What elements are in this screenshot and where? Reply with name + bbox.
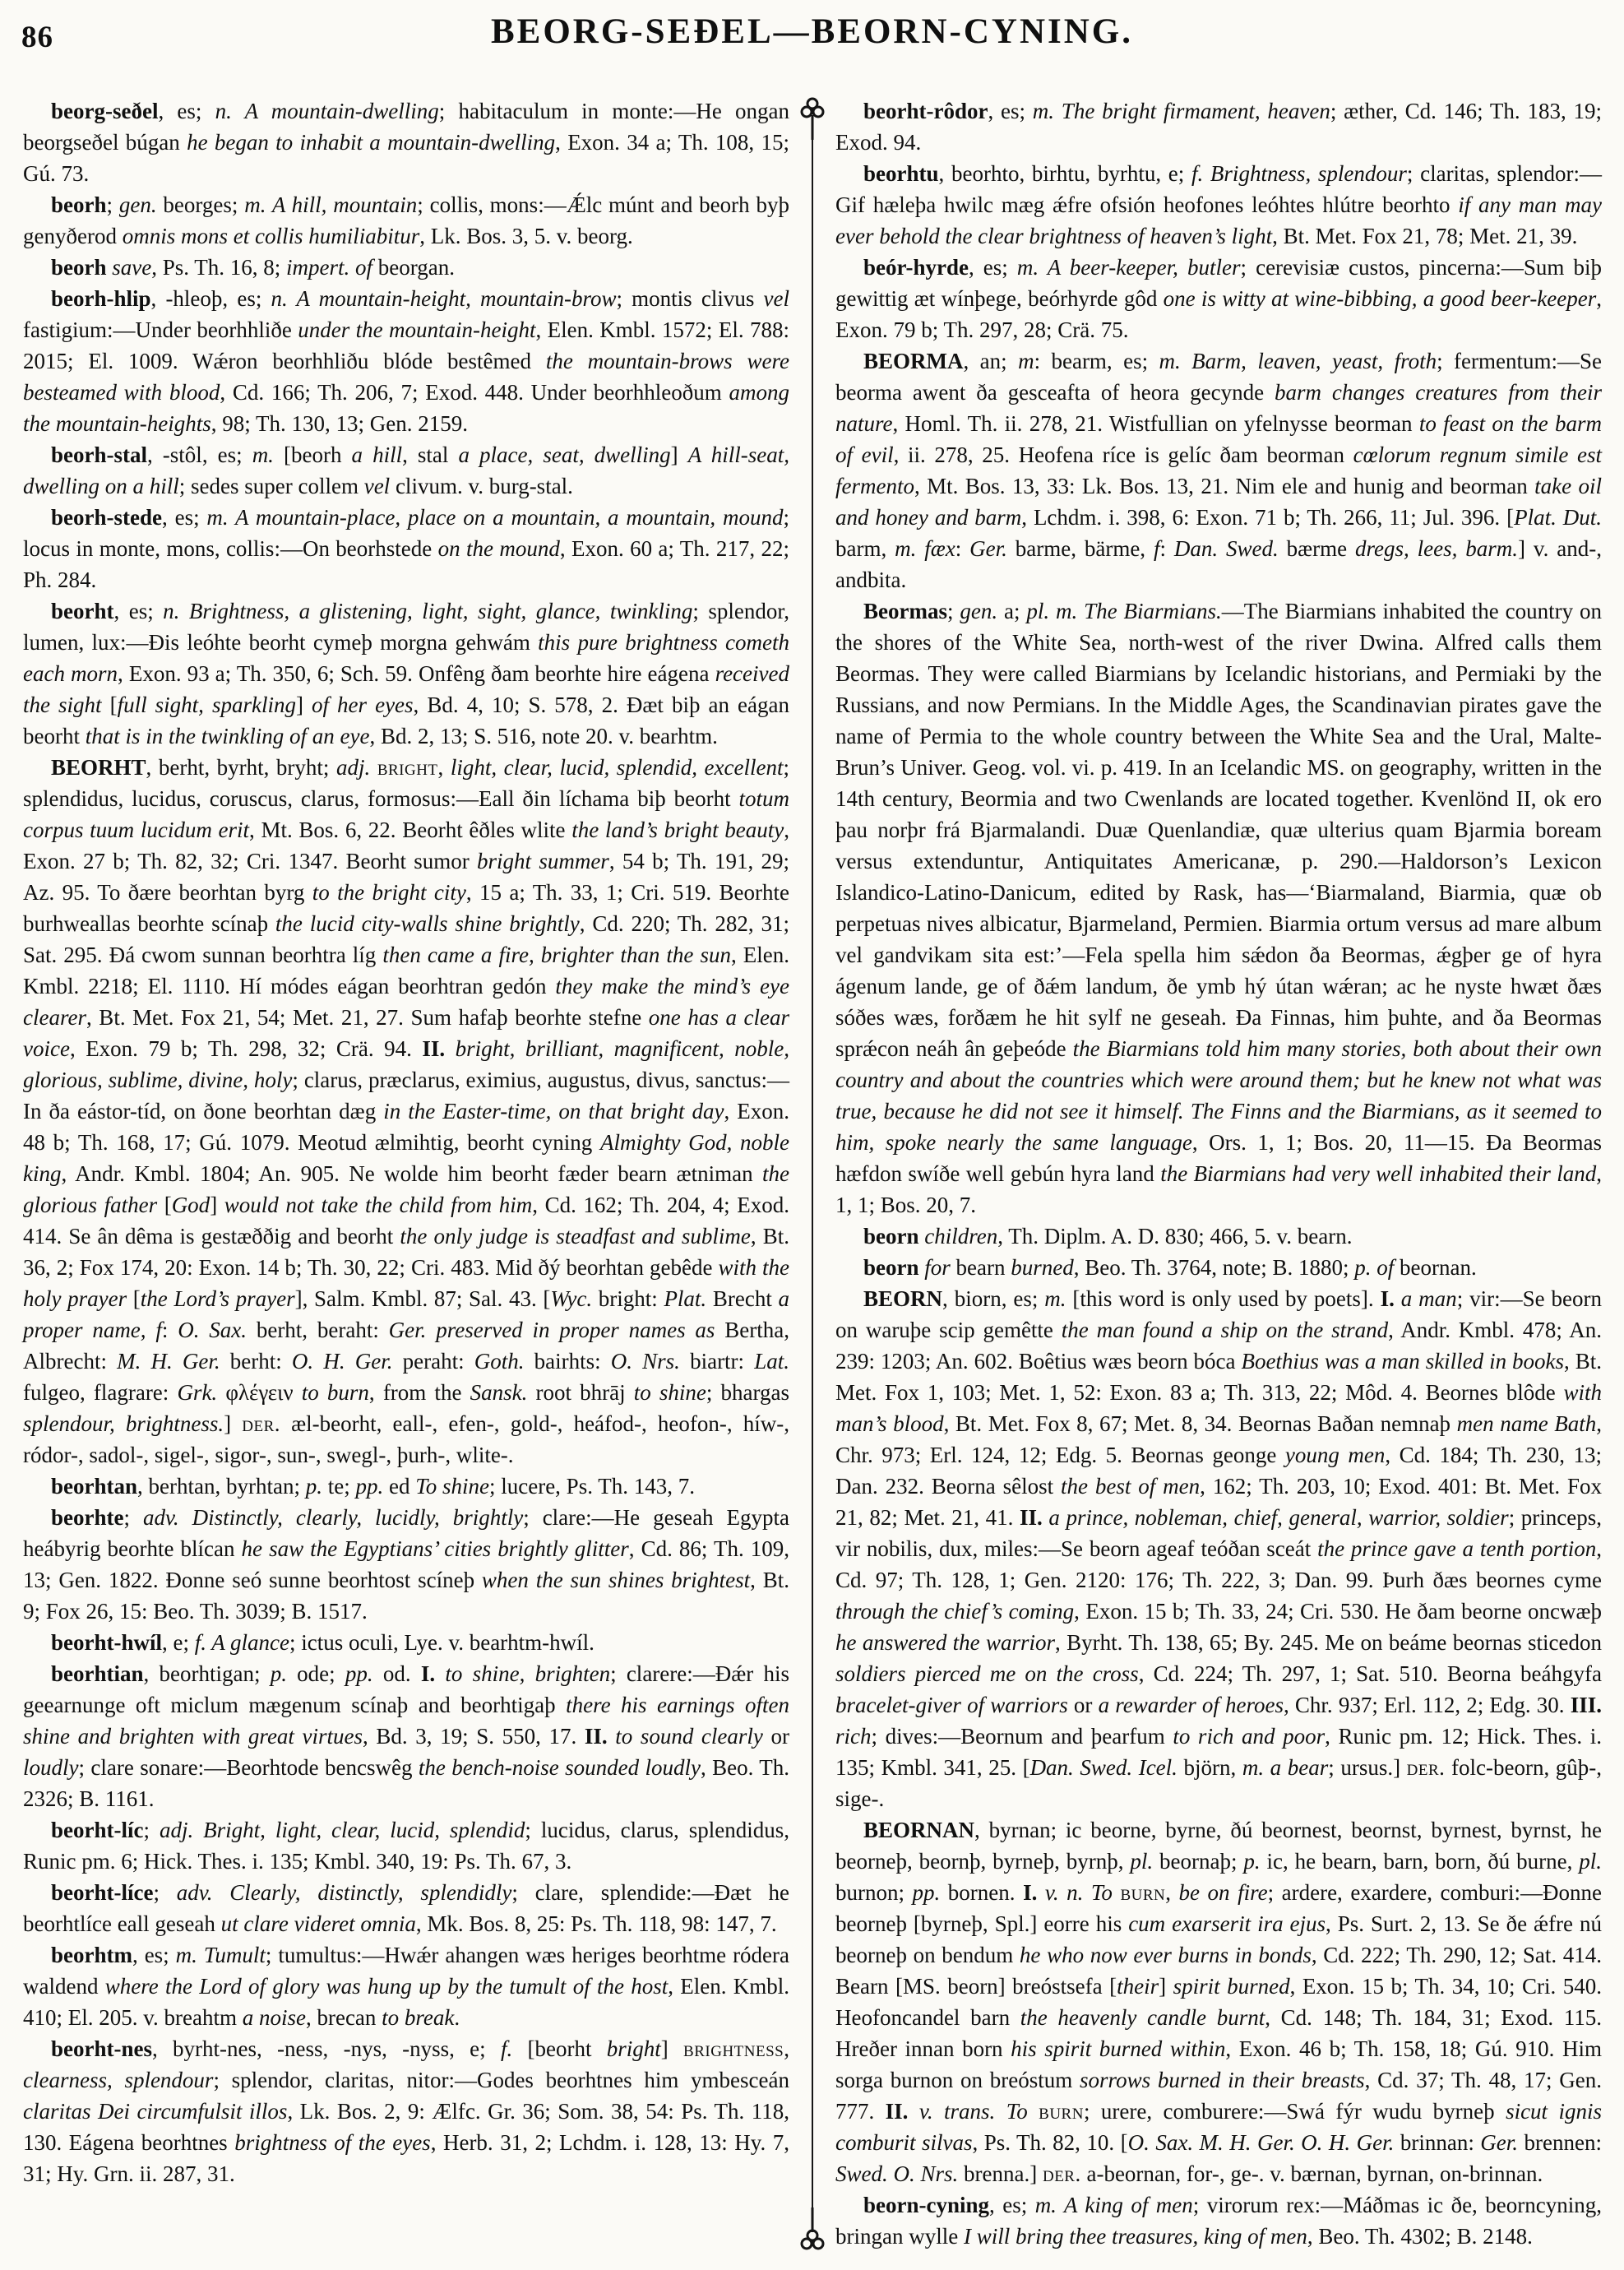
- dictionary-entry: beorh-stede, es; m. A mountain-place, place on a mountain, a mountain, mound; locus in monte, mons, collis:—On beorhstede on the mound, Exon. 60 a; Th. 217, 22; Ph. 284.: [23, 505, 790, 592]
- dictionary-entry: beorht-líce; adv. Clearly, distinctly, splendidly; clare, splendide:—Ðæt he beorhtlíce eall geseah ut clare videret omnia, Mk. Bos. 8, 25: Ps. Th. 118, 98: 147, 7.: [23, 1880, 789, 1936]
- dictionary-entry: beorhtm, es; m. Tumult; tumultus:—Hwǽr ahangen wæs heriges beorhtme ródera waldend where the Lord of glory was hung up by the tumult of the host, Elen. Kmbl. 410; El. 205. v. breahtm a noise, brecan to break.: [23, 1943, 790, 2030]
- dictionary-entry: beorh-hlip, -hleoþ, es; n. A mountain-height, mountain-brow; montis clivus vel fastigium:—Under beorhhliðe under the mountain-height, Elen. Kmbl. 1572; El. 788: 2015; El. 1009. Wǽron beorhhliðu blóde bestêmed the mountain-brows were besteamed with blood, Cd. 166; Th. 206, 7; Exod. 448. Under beorhhleoðum among the mountain-heights, 98; Th. 130, 13; Gen. 2159.: [23, 286, 789, 436]
- dictionary-entry: beorht, es; n. Brightness, a glistening, light, sight, glance, twinkling; splendor, lumen, lux:—Ðis leóhte beorht cymeþ morgna gehwám this pure brightness cometh each morn, Exon. 93 a; Th. 350, 6; Sch. 59. Onfêng ðam beorhte hire eágena received the sight [full sight, sparkling] of her eyes, Bd. 4, 10; S. 578, 2. Ðæt biþ an eágan beorht that is in the twinkling of an eye, Bd. 2, 13; S. 516, note 20. v. bearhtm.: [23, 599, 790, 748]
- column-left: [23, 95, 789, 2252]
- dictionary-entry: beór-hyrde, es; m. A beer-keeper, butler; cerevisiæ custos, pincerna:—Sum biþ gewittig æt wínþege, beórhyrde gôd one is witty at wine-bibbing, a good beer-keeper, Exon. 79 b; Th. 297, 28; Crä. 75.: [835, 255, 1602, 342]
- column-right: [835, 95, 1602, 2252]
- page-header: [0, 12, 1624, 69]
- dictionary-entry: BEORN, biorn, es; m. [this word is only used by poets]. I. a man; vir:—Se beorn on waruþe scip gemêtte the man found a ship on the strand, Andr. Kmbl. 478; An. 239: 1203; An. 602. Boêtius wæs beorn bóca Boethius was a man skilled in books, Bt. Met. Fox 1, 103; Met. 1, 52: Exon. 83 a; Th. 313, 22; Môd. 4. Beornes blôde with man’s blood, Bt. Met. Fox 8, 67; Met. 8, 34. Beornas Baðan nemnaþ men name Bath, Chr. 973; Erl. 124, 12; Edg. 5. Beornas geonge young men, Cd. 184; Th. 230, 13; Dan. 232. Beorna sêlost the best of men, 162; Th. 203, 10; Exod. 401: Bt. Met. Fox 21, 82; Met. 21, 41. II. a prince, nobleman, chief, general, warrior, soldier; princeps, vir nobilis, dux, miles:—Se beorn ageaf teóðan sceát the prince gave a tenth portion, Cd. 97; Th. 128, 1; Gen. 2120: 176; Th. 222, 3; Dan. 99. Þurh ðæs beornes cyme through the chief’s coming, Exon. 15 b; Th. 33, 24; Cri. 530. He ðam beorne oncwæþ he answered the warrior, Byrht. Th. 138, 65; By. 245. Me on beáme beornas sticedon soldiers pierced me on the cross, Cd. 224; Th. 297, 1; Sat. 510. Beorna beáhgyfa bracelet-giver of warriors or a rewarder of heroes, Chr. 937; Erl. 112, 2; Edg. 30. III. rich; dives:—Beornum and þearfum to rich and poor, Runic pm. 12; Hick. Thes. i. 135; Kmbl. 341, 25. [Dan. Swed. Icel. björn, m. a bear; ursus.] der. folc-beorn, gûþ-, sige-.: [835, 1286, 1603, 1811]
- dictionary-entry: beorht-rôdor, es; m. The bright firmament, heaven; æther, Cd. 146; Th. 183, 19; Exod. 94.: [835, 99, 1602, 155]
- dictionary-entry: beorht-líc; adj. Bright, light, clear, lucid, splendid; lucidus, clarus, splendidus, Runic pm. 6; Hick. Thes. i. 135; Kmbl. 340, 19: Ps. Th. 67, 3.: [23, 1818, 789, 1874]
- page-title: BEORG-SEÐEL—BEORN-CYNING.: [490, 12, 1133, 51]
- dictionary-entry: beorht-hwíl, e; f. A glance; ictus oculi, Lye. v. bearhtm-hwíl.: [51, 1630, 595, 1655]
- dictionary-entry: beorh save, Ps. Th. 16, 8; impert. of beorgan.: [51, 255, 455, 280]
- dictionary-entry: beorn children, Th. Diplm. A. D. 830; 466, 5. v. bearn.: [863, 1224, 1353, 1248]
- dictionary-entry: beorht-nes, byrht-nes, -ness, -nys, -nyss, e; f. [beorht bright] brightness, clearness, splendour; splendor, claritas, nitor:—Godes beorhtnes him ymbesceán claritas Dei circumfulsit illos, Lk. Bos. 2, 9: Ælfc. Gr. 36; Som. 38, 54: Ps. Th. 118, 130. Eágena beorhtnes brightness of the eyes, Herb. 31, 2; Lchdm. i. 128, 13: Hy. 7, 31; Hy. Grn. ii. 287, 31.: [23, 2036, 789, 2186]
- dictionary-entry: beorg-seðel, es; n. A mountain-dwelling; habitaculum in monte:—He ongan beorgseðel búgan he began to inhabit a mountain-dwelling, Exon. 34 a; Th. 108, 15; Gú. 73.: [23, 99, 790, 186]
- page-number: 86: [21, 21, 53, 54]
- dictionary-page-body: [23, 95, 1602, 2252]
- dictionary-entry: BEORMA, an; m: bearm, es; m. Barm, leaven, yeast, froth; fermentum:—Se beorma awent ða gesceafta of heora gecynde barm changes creatures from their nature, Homl. Th. ii. 278, 21. Wistfullian on yfelnysse beorman to feast on the barm of evil, ii. 278, 25. Heofena ríce is gelíc ðam beorman cœlorum regnum simile est fermento, Mt. Bos. 13, 33: Lk. Bos. 13, 21. Nim ele and hunig and beorman take oil and honey and barm, Lchdm. i. 398, 6: Exon. 71 b; Th. 266, 11; Jul. 396. [Plat. Dut. barm, m. fæx: Ger. barme, bärme, f: Dan. Swed. bærme dregs, lees, barm.] v. and-, andbita.: [835, 349, 1603, 592]
- dictionary-entry: beorh-stal, -stôl, es; m. [beorh a hill, stal a place, seat, dwelling] A hill-seat, dwelling on a hill; sedes super collem vel clivum. v. burg-stal.: [23, 442, 790, 498]
- dictionary-entry: beorn-cyning, es; m. A king of men; virorum rex:—Máðmas ic ðe, beorncyning, bringan wylle I will bring thee treasures, king of men, Beo. Th. 4302; B. 2148.: [835, 2193, 1602, 2249]
- dictionary-entry: beorhtu, beorhto, birhtu, byrhtu, e; f. Brightness, splendour; claritas, splendor:—Gif hæleþa hwilc mæg ǽfre ofsión heofones leóhtes hlútre beorhto if any man may ever behold the clear brightness of heaven’s light, Bt. Met. Fox 21, 78; Met. 21, 39.: [835, 161, 1603, 248]
- dictionary-entry: beorh; gen. beorges; m. A hill, mountain; collis, mons:—Ǽlc múnt and beorh byþ genyðerod omnis mons et collis humiliabitur, Lk. Bos. 3, 5. v. beorg.: [23, 192, 789, 248]
- dictionary-entry: beorn for bearn burned, Beo. Th. 3764, note; B. 1880; p. of beornan.: [863, 1255, 1477, 1280]
- dictionary-entry: Beormas; gen. a; pl. m. The Biarmians.—The Biarmians inhabited the country on the shores of the White Sea, north-west of the river Dwina. Alfred calls them Beormas. They were called Biarmians by Icelandic historians, and Permiaki by the Russians, and now Permians. In the Middle Ages, the Scandinavian pirates gave the name of Permia to the whole country between the White Sea and the Ural, Malte-Brun’s Univer. Geog. vol. vi. p. 419. In an Icelandic MS. on geography, written in the 14th century, Beormia and two Cwenlands are located together. Kvenlönd II, ok ero þau norþr frá Bjarmalandi. Duæ Quenlandiæ, quæ ulterius quam Bjarmia boream versus extenduntur, Antiquitates Americanæ, p. 290.—Haldorson’s Lexicon Islandico-Latino-Danicum, edited by Rask, has—‘Biarmaland, Biarmia, quæ ob perpetuas nives albicatur, Bjarmeland, Permien. Biarmia ortum versus ad mare album vel gandvikam sita est:’—Fela spella him sǽdon ða Beormas, ǽgþer ge of hyra ágenum lande, ge of ðǽm landum, ðe ymb hý útan wǽran; ac he nyste hwæt ðæs sóðes wæs, forðæm he hit sylf ne geseah. Ða Finnas, him þuhte, and ða Beormas sprǽcon neáh ân geþeóde the Biarmians told him many stories, both about their own country and about the countries which were around them; but he knew not what was true, because he did not see it himself. The Finns and the Biarmians, as it seemed to him, spoke nearly the same language, Ors. 1, 1; Bos. 20, 11—15. Ða Beormas hæfdon swíðe well gebún hyra land the Biarmians had very well inhabited their land, 1, 1; Bos. 20, 7.: [835, 599, 1603, 1217]
- dictionary-entry: beorhtian, beorhtigan; p. ode; pp. od. I. to shine, brighten; clarere:—Ðǽr his geearnunge oft miclum mægenum scínaþ and beorhtigaþ there his earnings often shine and brighten with great virtues, Bd. 3, 19; S. 550, 17. II. to sound clearly or loudly; clare sonare:—Beorhtode bencswêg the bench-noise sounded loudly, Beo. Th. 2326; B. 1161.: [23, 1661, 789, 1811]
- dictionary-entry: BEORNAN, byrnan; ic beorne, byrne, ðú beornest, beornst, byrnest, byrnst, he beorneþ, beornþ, byrneþ, byrnþ, pl. beornaþ; p. ic, he bearn, barn, born, ðú burne, pl. burnon; pp. bornen. I. v. n. To burn, be on fire; ardere, exardere, comburi:—Ðonne beorneþ [byrneþ, Spl.] eorre his cum exarserit ira ejus, Ps. Surt. 2, 13. Se ðe ǽfre nú beorneþ on bendum he who now ever burns in bonds, Cd. 222; Th. 290, 12; Sat. 414. Bearn [MS. beorn] breóstsefa [their] spirit burned, Exon. 15 b; Th. 34, 10; Cri. 540. Heofoncandel barn the heavenly candle burnt, Cd. 148; Th. 184, 31; Exod. 115. Hreðer innan born his spirit burned within, Exon. 46 b; Th. 158, 18; Gú. 910. Him sorga burnon on breóstum sorrows burned in their breasts, Cd. 37; Th. 48, 17; Gen. 777. II. v. trans. To burn; urere, comburere:—Swá fýr wudu byrneþ sicut ignis comburit silvas, Ps. Th. 82, 10. [O. Sax. M. H. Ger. O. H. Ger. brinnan: Ger. brennen: Swed. O. Nrs. brenna.] der. a-beornan, for-, ge-. v. bærnan, byrnan, on-brinnan.: [835, 1818, 1603, 2186]
- dictionary-entry: beorhtan, berhtan, byrhtan; p. te; pp. ed To shine; lucere, Ps. Th. 143, 7.: [51, 1474, 695, 1499]
- dictionary-entry: beorhte; adv. Distinctly, clearly, lucidly, brightly; clare:—He geseah Egypta heábyrig beorhte blícan he saw the Egyptians’ cities brightly glitter, Cd. 86; Th. 109, 13; Gen. 1822. Ðonne seó sunne beorhtost scíneþ when the sun shines brightest, Bt. 9; Fox 26, 15: Beo. Th. 3039; B. 1517.: [23, 1505, 789, 1624]
- dictionary-entry: BEORHT, berht, byrht, bryht; adj. bright, light, clear, lucid, splendid, excellent; splendidus, lucidus, coruscus, clarus, formosus:—Eall ðin líchama biþ beorht totum corpus tuum lucidum erit, Mt. Bos. 6, 22. Beorht êðles wlite the land’s bright beauty, Exon. 27 b; Th. 82, 32; Cri. 1347. Beorht sumor bright summer, 54 b; Th. 191, 29; Az. 95. To ðære beorhtan byrg to the bright city, 15 a; Th. 33, 1; Cri. 519. Beorhte burhweallas beorhte scínaþ the lucid city-walls shine brightly, Cd. 220; Th. 282, 31; Sat. 295. Ðá cwom sunnan beorhtra líg then came a fire, brighter than the sun, Elen. Kmbl. 2218; El. 1110. Hí módes eágan beorhtran gedón they make the mind’s eye clearer, Bt. Met. Fox 21, 54; Met. 21, 27. Sum hafaþ beorhte stefne one has a clear voice, Exon. 79 b; Th. 298, 32; Crä. 94. II. bright, brilliant, magnificent, noble, glorious, sublime, divine, holy; clarus, præclarus, eximius, augustus, divus, sanctus:—In ða eástor-tíd, on ðone beorhtan dæg in the Easter-time, on that bright day, Exon. 48 b; Th. 168, 17; Gú. 1079. Meotud ælmihtig, beorht cyning Almighty God, noble king, Andr. Kmbl. 1804; An. 905. Ne wolde him beorht fæder bearn ætniman the glorious father [God] would not take the child from him, Cd. 162; Th. 204, 4; Exod. 414. Se ân dêma is gestæððig and beorht the only judge is steadfast and sublime, Bt. 36, 2; Fox 174, 20: Exon. 14 b; Th. 30, 22; Cri. 483. Mid ðý beorhtan gebêde with the holy prayer [the Lord’s prayer], Salm. Kmbl. 87; Sal. 43. [Wyc. bright: Plat. Brecht a proper name, f: O. Sax. berht, beraht: Ger. preserved in proper names as Bertha, Albrecht: M. H. Ger. berht: O. H. Ger. peraht: Goth. bairhts: O. Nrs. biartr: Lat. fulgeo, flagrare: Grk. φλέγειν to burn, from the Sansk. root bhrāj to shine; bhargas splendour, brightness.] der. æl-beorht, eall-, efen-, gold-, heáfod-, heofon-, híw-, ródor-, sadol-, sigel-, sigor-, sun-, swegl-, þurh-, wlite-.: [23, 755, 790, 1467]
